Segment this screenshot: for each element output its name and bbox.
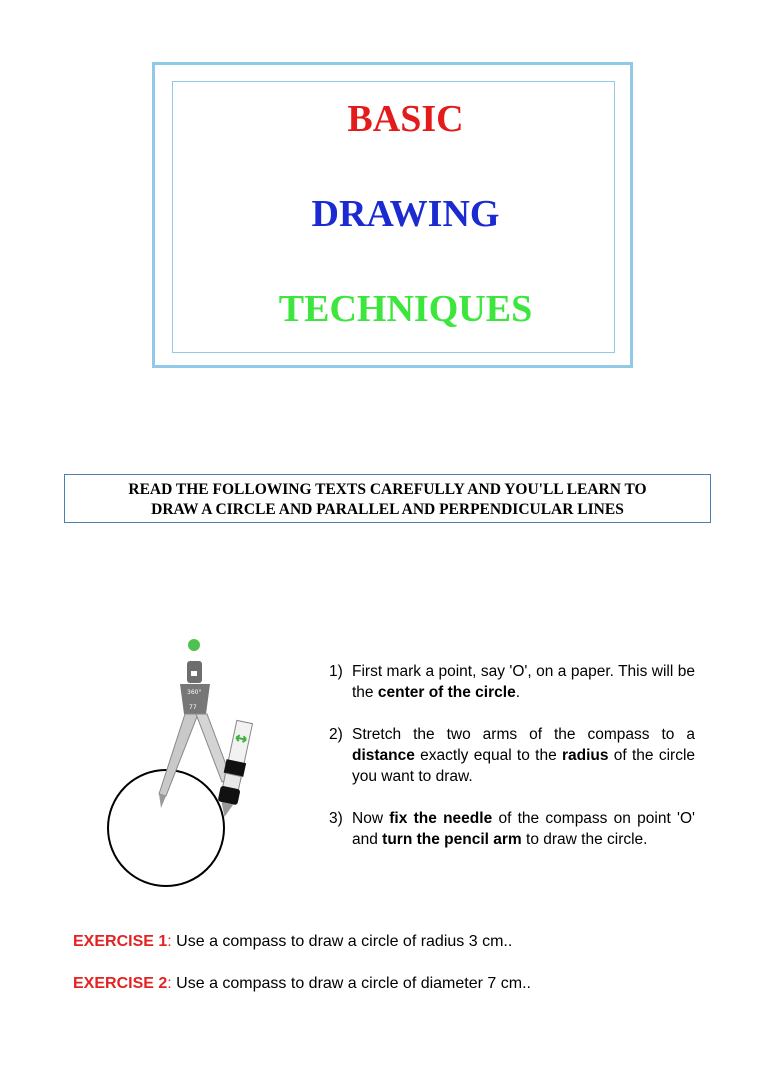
title-techniques: TECHNIQUES xyxy=(278,288,533,330)
title-basic: BASIC xyxy=(347,98,464,140)
step-1: 1) First mark a point, say 'O', on a paper. This will be the center of the circle. xyxy=(329,663,695,701)
instruction-line-1: READ THE FOLLOWING TEXTS CAREFULLY AND YOU'LL LEARN TO xyxy=(128,481,647,498)
step-2-number: 2) xyxy=(329,726,343,743)
step-3-number: 3) xyxy=(329,810,343,827)
compass-needle-arm xyxy=(159,714,198,796)
steps-list xyxy=(329,661,695,871)
title-drawing: DRAWING xyxy=(311,193,500,235)
exercise-1-label: EXERCISE 1 xyxy=(73,933,168,950)
step-2: 2) Stretch the two arms of the compass to a distance exactly equal to the radius of the circle you want to draw. xyxy=(329,726,696,785)
compass-degree-label: 360° xyxy=(187,689,202,696)
exercise-1: EXERCISE 1: Use a compass to draw a circle of radius 3 cm.. xyxy=(73,933,513,950)
instruction-box xyxy=(64,474,711,523)
compass-needle xyxy=(159,794,166,808)
exercise-2: EXERCISE 2: Use a compass to draw a circle of diameter 7 cm.. xyxy=(73,975,531,992)
step-1-number: 1) xyxy=(329,663,343,680)
instruction-line-2: DRAW A CIRCLE AND PARALLEL AND PERPENDICULAR LINES xyxy=(151,501,624,518)
step-1-emphasis: center of the circle xyxy=(377,684,516,701)
compass-value-label: 77 xyxy=(189,704,197,711)
step-3-emphasis-needle: fix the needle xyxy=(389,810,493,827)
exercise-1-text: Use a compass to draw a circle of radius 3 cm.. xyxy=(171,933,513,950)
step-2-emphasis-radius: radius xyxy=(561,747,609,764)
step-3: 3) Now fix the needle of the compass on point 'O' and turn the pencil arm to draw the circle. xyxy=(329,810,695,848)
exercise-2-text: Use a compass to draw a circle of diameter 7 cm.. xyxy=(171,975,531,992)
compass-illustration xyxy=(86,628,316,888)
green-knob xyxy=(188,639,200,651)
step-2-emphasis-distance: distance xyxy=(352,747,415,764)
exercise-2-label: EXERCISE 2 xyxy=(73,975,168,992)
step-3-emphasis-pencil: turn the pencil arm xyxy=(382,831,522,848)
